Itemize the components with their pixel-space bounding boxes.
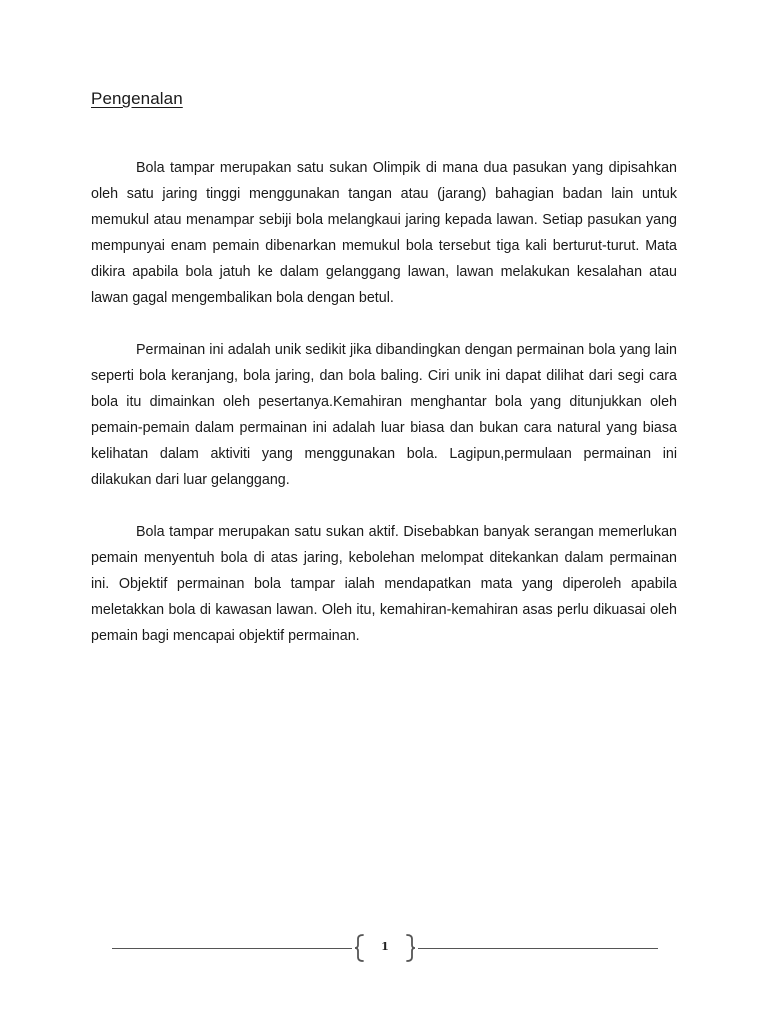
paragraph-3: Bola tampar merupakan satu sukan aktif. Disebabkan banyak serangan memerlukan pemain menyentuh bola di atas jaring, kebolehan melompat ditekankan dalam permainan ini. Objektif permainan bola tampar ialah mendapatkan mata yang diperoleh apabila meletakkan bola di kawasan lawan. Oleh itu, kemahiran-kemahiran asas perlu dikuasai oleh pemain bagi mencapai objektif permainan. (91, 524, 677, 644)
right-brace-icon (404, 934, 418, 962)
paragraph-1: Bola tampar merupakan satu sukan Olimpik di mana dua pasukan yang dipisahkan oleh satu jaring tinggi menggunakan tangan atau (jarang) bahagian badan lain untuk memukul atau menampar sebiji bola melangkaui jaring kepada lawan. Setiap pasukan yang mempunyai enam pemain dibenarkan memukul bola tersebut tiga kali berturut-turut. Mata dikira apabila bola jatuh ke dalam gelanggang lawan, lawan melakukan kesalahan atau lawan gagal mengembalikan bola dengan betul. (91, 160, 677, 306)
section-heading: Pengenalan (91, 89, 183, 108)
footer-rule-left (112, 948, 352, 949)
left-brace-icon (352, 934, 366, 962)
footer-rule-right (418, 948, 658, 949)
page-number: 1 (381, 940, 389, 953)
body-text (91, 155, 677, 675)
page-footer (112, 934, 658, 962)
paragraph-2: Permainan ini adalah unik sedikit jika dibandingkan dengan permainan bola yang lain seperti bola keranjang, bola jaring, dan bola baling. Ciri unik ini dapat dilihat dari segi cara bola itu dimainkan oleh pesertanya.Kemahiran menghantar bola yang ditunjukkan oleh pemain-pemain dalam permainan ini adalah luar biasa dan bukan cara natural yang biasa kelihatan dalam aktiviti yang menggunakan bola. Lagipun,permulaan permainan ini dilakukan dari luar gelanggang. (91, 342, 677, 488)
